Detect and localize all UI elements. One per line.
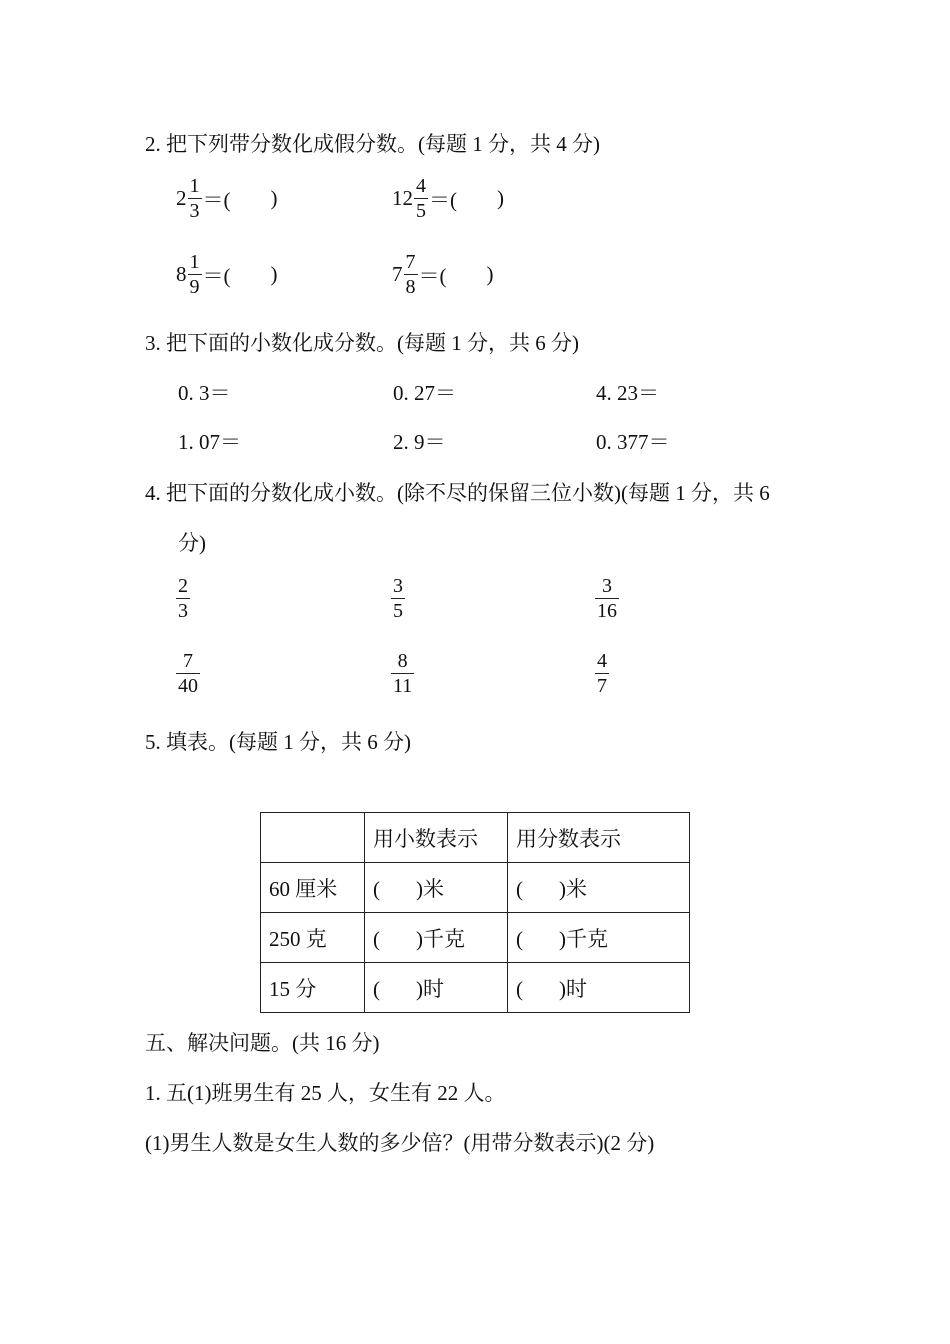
fraction [595, 576, 619, 621]
equals-open: ＝( [429, 187, 457, 212]
fraction [176, 576, 190, 621]
fraction [404, 252, 418, 297]
fraction [188, 176, 202, 221]
equals-open: ＝( [418, 263, 447, 288]
whole-part: 7 [392, 262, 403, 286]
fraction-answer-cell[interactable]: ( )千克 [508, 913, 690, 963]
decimal-item: 1. 07＝ [178, 430, 241, 454]
whole-part: 12 [392, 186, 413, 210]
denominator: 11 [393, 675, 413, 697]
decimal-item: 0. 377＝ [596, 430, 670, 454]
fraction [176, 651, 200, 696]
whole-part: 8 [176, 262, 187, 286]
row-label: 250 克 [261, 913, 365, 963]
row-label: 60 厘米 [261, 863, 365, 913]
fraction [391, 651, 414, 696]
decimal-answer-cell[interactable]: ( )米 [365, 863, 508, 913]
decimal-answer-cell[interactable]: ( )千克 [365, 913, 508, 963]
fraction [414, 176, 428, 221]
close-paren: ) [270, 262, 278, 286]
numerator: 1 [189, 175, 200, 197]
denominator: 9 [189, 276, 200, 298]
q4-title: 4. 把下面的分数化成小数。(除不尽的保留三位小数)(每题 1 分，共 6 [145, 481, 770, 505]
numerator: 7 [183, 650, 193, 672]
numerator: 4 [416, 175, 426, 197]
decimal-item: 0. 3＝ [178, 381, 231, 405]
q5-title: 5. 填表。(每题 1 分，共 6 分) [145, 730, 411, 754]
numerator: 8 [397, 650, 408, 672]
mixed-fraction-item [176, 252, 278, 297]
q4-title-cont: 分) [178, 531, 206, 555]
numerator: 7 [405, 251, 416, 273]
close-paren: ) [497, 186, 504, 210]
fraction [595, 651, 609, 696]
section-title: 五、解决问题。(共 16 分) [145, 1031, 380, 1055]
close-paren: ) [486, 262, 494, 286]
fraction [188, 252, 202, 297]
fraction [391, 576, 405, 621]
denominator: 5 [416, 200, 426, 222]
row-label: 15 分 [261, 963, 365, 1013]
denominator: 40 [178, 675, 198, 697]
denominator: 8 [405, 276, 416, 298]
sub-question: (1)男生人数是女生人数的多少倍？(用带分数表示)(2 分) [145, 1131, 655, 1155]
fraction-answer-cell[interactable]: ( )米 [508, 863, 690, 913]
decimal-item: 2. 9＝ [393, 430, 446, 454]
mixed-fraction-item [392, 252, 494, 297]
numerator: 3 [602, 575, 612, 597]
numerator: 2 [178, 575, 188, 597]
q2-title: 2. 把下列带分数化成假分数。(每题 1 分，共 4 分) [145, 132, 600, 156]
decimal-answer-cell[interactable]: ( )时 [365, 963, 508, 1013]
fraction-answer-cell[interactable]: ( )时 [508, 963, 690, 1013]
close-paren: ) [270, 186, 278, 210]
equals-open: ＝( [202, 187, 231, 212]
denominator: 3 [189, 200, 200, 222]
table-row [261, 863, 690, 913]
mixed-fraction-item [176, 176, 278, 221]
equals-open: ＝( [202, 263, 231, 288]
table-header-cell: 用分数表示 [508, 813, 690, 863]
decimal-item: 0. 27＝ [393, 381, 456, 405]
mixed-fraction-item [392, 176, 504, 221]
q3-title: 3. 把下面的小数化成分数。(每题 1 分，共 6 分) [145, 331, 579, 355]
table-header-row [261, 813, 690, 863]
table-row [261, 913, 690, 963]
whole-part: 2 [176, 186, 187, 210]
denominator: 3 [178, 600, 188, 622]
problem-statement: 1. 五(1)班男生有 25 人，女生有 22 人。 [145, 1081, 506, 1105]
decimal-item: 4. 23＝ [596, 381, 659, 405]
table-header-cell [261, 813, 365, 863]
table-header-cell: 用小数表示 [365, 813, 508, 863]
denominator: 7 [597, 675, 607, 697]
numerator: 3 [393, 575, 403, 597]
denominator: 5 [393, 600, 403, 622]
table-row [261, 963, 690, 1013]
numerator: 1 [189, 251, 200, 273]
numerator: 4 [597, 650, 607, 672]
denominator: 16 [597, 600, 617, 622]
fill-in-table [260, 812, 690, 1013]
